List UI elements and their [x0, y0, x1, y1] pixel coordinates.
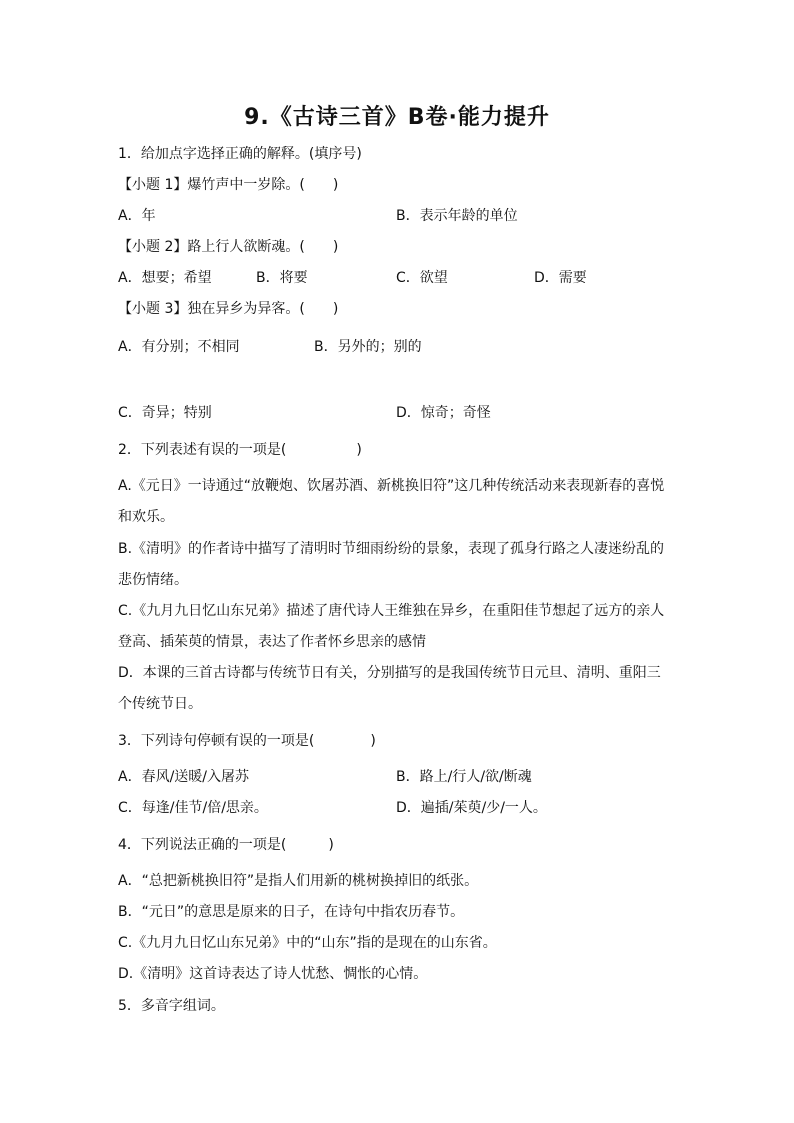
q3-option-a: A．春风/送暖/入屠苏 [118, 769, 250, 785]
q2-option-d-line-2: 个传统节日。 [118, 696, 202, 712]
q1-sub1-stem: 【小题 1】爆竹声中一岁除。( ) [118, 177, 339, 193]
q1-sub3-option-c: C．奇异；特别 [118, 405, 212, 421]
q1-sub3-option-d: D．惊奇；奇怪 [396, 405, 491, 421]
q2-option-d-line-1: D．本课的三首古诗都与传统节日有关，分别描写的是我国传统节日元旦、清明、重阳三 [118, 665, 661, 681]
q2-option-a-line-2: 和欢乐。 [118, 509, 174, 525]
question-2-stem: 2．下列表述有误的一项是( ) [118, 442, 362, 458]
question-4-stem: 4．下列说法正确的一项是( ) [118, 837, 334, 853]
question-5-stem: 5．多音字组词。 [118, 998, 225, 1014]
q2-option-b-line-2: 悲伤情绪。 [118, 572, 188, 588]
q4-option-d: D.《清明》这首诗表达了诗人忧愁、惆怅的心情。 [118, 966, 428, 982]
q2-option-c-line-1: C.《九月九日忆山东兄弟》描述了唐代诗人王维独在异乡，在重阳佳节想起了远方的亲人 [118, 603, 665, 619]
q1-sub1-option-b: B．表示年龄的单位 [396, 208, 518, 224]
question-3-stem: 3．下列诗句停顿有误的一项是( ) [118, 733, 376, 749]
q1-sub2-option-b: B．将要 [256, 270, 308, 286]
page-title: 9.《古诗三首》B卷·能力提升 [244, 105, 550, 130]
q1-sub1-option-a: A．年 [118, 208, 156, 224]
q4-option-a: A．“总把新桃换旧符”是指人们用新的桃树换掉旧的纸张。 [118, 873, 479, 889]
q4-option-c: C.《九月九日忆山东兄弟》中的“山东”指的是现在的山东省。 [118, 935, 497, 951]
q1-sub3-stem: 【小题 3】独在异乡为异客。( ) [118, 301, 339, 317]
q1-sub2-option-a: A．想要；希望 [118, 270, 212, 286]
q3-option-b: B．路上/行人/欲/断魂 [396, 769, 532, 785]
question-1-stem: 1．给加点字选择正确的解释。(填序号) [118, 146, 362, 162]
q1-sub2-option-d: D．需要 [534, 270, 587, 286]
q2-option-a-line-1: A.《元日》一诗通过“放鞭炮、饮屠苏酒、新桃换旧符”这几种传统活动来表现新春的喜悦 [118, 478, 665, 494]
q3-option-d: D．遍插/茱萸/少/一人。 [396, 800, 547, 816]
q4-option-b: B．“元日”的意思是原来的日子，在诗句中指农历春节。 [118, 904, 465, 920]
q1-sub2-stem: 【小题 2】路上行人欲断魂。( ) [118, 239, 339, 255]
q1-sub2-option-c: C．欲望 [396, 270, 448, 286]
q2-option-b-line-1: B.《清明》的作者诗中描写了清明时节细雨纷纷的景象，表现了孤身行路之人凄迷纷乱的 [118, 541, 665, 557]
q2-option-c-line-2: 登高、插茱萸的情景，表达了作者怀乡思亲的感情 [118, 634, 426, 650]
q1-sub3-option-b: B．另外的；别的 [314, 339, 422, 355]
q1-sub3-option-a: A．有分别；不相同 [118, 339, 240, 355]
q3-option-c: C．每逢/佳节/倍/思亲。 [118, 800, 268, 816]
